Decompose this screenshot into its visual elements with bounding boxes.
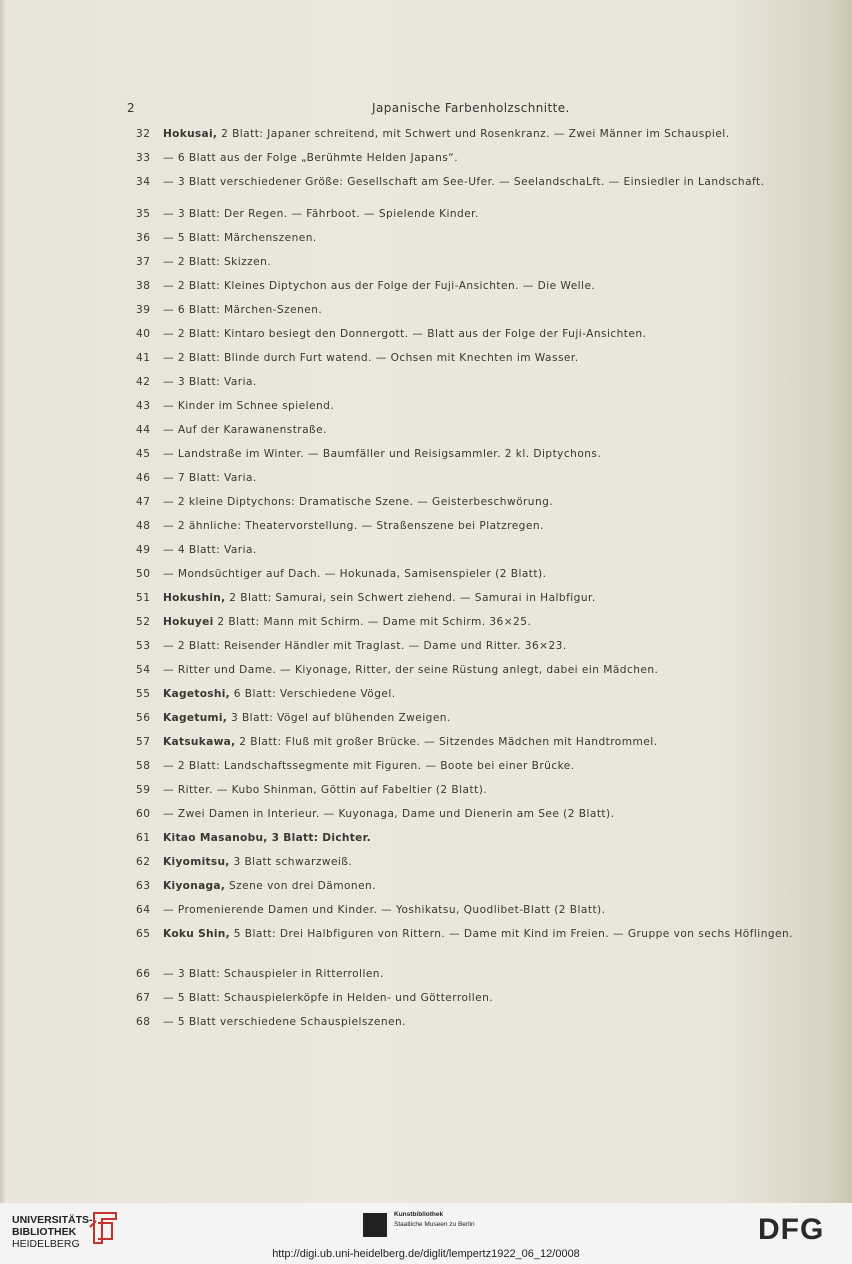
entry-description: Szene von drei Dämonen.: [225, 880, 377, 892]
entry-text: [163, 614, 793, 630]
entry-text: [163, 374, 793, 390]
entry-description: — 2 Blatt: Kintaro besiegt den Donnergott. — Blatt aus der Folge der Fuji-Ansichten.: [163, 328, 647, 340]
entry-number: 56: [136, 712, 151, 724]
entry-number: 44: [136, 424, 151, 436]
entry-number: 35: [136, 208, 151, 220]
entry-text: [163, 638, 793, 654]
entry-description: — 3 Blatt verschiedener Größe: Gesellschaft am See-Ufer. — SeelandschaLft. — Einsiedler in Landschaft.: [163, 176, 765, 188]
entry-text: [163, 470, 793, 486]
kunstbibliothek-logo[interactable]: [394, 1210, 475, 1230]
entry-number: 52: [136, 616, 151, 628]
entry-number: 38: [136, 280, 151, 292]
entry-number: 60: [136, 808, 151, 820]
entry-description: 3 Blatt: Vögel auf blühenden Zweigen.: [227, 712, 451, 724]
entry-description: 2 Blatt: Fluß mit großer Brücke. — Sitzendes Mädchen mit Handtrommel.: [235, 736, 658, 748]
entry-description: — 5 Blatt: Märchenszenen.: [163, 232, 317, 244]
entry-description: — Promenierende Damen und Kinder. — Yoshikatsu, Quodlibet-Blatt (2 Blatt).: [163, 904, 606, 916]
entry-artist: Hokuyei: [163, 616, 214, 628]
entry-number: 50: [136, 568, 151, 580]
entry-description: — 2 Blatt: Blinde durch Furt watend. — Ochsen mit Knechten im Wasser.: [163, 352, 579, 364]
entry-description: — 7 Blatt: Varia.: [163, 472, 257, 484]
entry-text: [163, 254, 793, 270]
entry-description: — Ritter und Dame. — Kiyonage, Ritter, der seine Rüstung anlegt, dabei ein Mädchen.: [163, 664, 659, 676]
entry-description: — 4 Blatt: Varia.: [163, 544, 257, 556]
entry-number: 59: [136, 784, 151, 796]
entry-description: — 2 kleine Diptychons: Dramatische Szene. — Geisterbeschwörung.: [163, 496, 554, 508]
entry-text: [163, 150, 793, 166]
entry-artist: Katsukawa,: [163, 736, 236, 748]
entry-description: — 3 Blatt: Der Regen. — Fährboot. — Spielende Kinder.: [163, 208, 479, 220]
entry-number: 57: [136, 736, 151, 748]
page-url[interactable]: [0, 1248, 852, 1260]
entry-artist: Kagetoshi,: [163, 688, 230, 700]
ub-logo-mark-icon: [86, 1209, 120, 1245]
entry-number: 43: [136, 400, 151, 412]
entry-description: — 6 Blatt aus der Folge „Berühmte Helden Japans“.: [163, 152, 459, 164]
entry-number: 45: [136, 448, 151, 460]
entry-number: 32: [136, 128, 151, 140]
ub-line-1: UNIVERSITÄTS-: [12, 1214, 93, 1226]
entry-number: 39: [136, 304, 151, 316]
entry-text: [163, 206, 793, 222]
page-url-text[interactable]: http://digi.ub.uni-heidelberg.de/diglit/lempertz1922_06_12/0008: [272, 1248, 580, 1260]
entry-description: — Landstraße im Winter. — Baumfäller und Reisigsammler. 2 kl. Diptychons.: [163, 448, 602, 460]
entry-number: 58: [136, 760, 151, 772]
entry-text: [163, 966, 793, 982]
entry-text: [163, 758, 793, 774]
entry-number: 53: [136, 640, 151, 652]
entry-text: [163, 518, 793, 534]
entry-text: [163, 686, 793, 702]
entry-description: — 2 Blatt: Skizzen.: [163, 256, 272, 268]
entry-text: [163, 446, 793, 462]
entry-number: 62: [136, 856, 151, 868]
entry-artist: Hokushin,: [163, 592, 226, 604]
entry-description: — 2 Blatt: Kleines Diptychon aus der Folge der Fuji-Ansichten. — Die Welle.: [163, 280, 596, 292]
entry-number: 41: [136, 352, 151, 364]
ub-line-3: HEIDELBERG: [12, 1238, 80, 1250]
entry-text: [163, 422, 793, 438]
entry-text: [163, 854, 793, 870]
entry-number: 67: [136, 992, 151, 1004]
entry-description: — Auf der Karawanenstraße.: [163, 424, 327, 436]
entry-number: 47: [136, 496, 151, 508]
entry-number: 61: [136, 832, 151, 844]
entry-number: 42: [136, 376, 151, 388]
entry-number: 64: [136, 904, 151, 916]
entry-description: — 3 Blatt: Schauspieler in Ritterrollen.: [163, 968, 384, 980]
entry-text: [163, 230, 793, 246]
running-head: [0, 101, 852, 117]
entry-number: 49: [136, 544, 151, 556]
kb-line-2: Staatliche Museen zu Berlin: [394, 1221, 475, 1228]
entry-number: 55: [136, 688, 151, 700]
entry-text: [163, 494, 793, 510]
entry-text: [163, 590, 793, 606]
entry-description: — 5 Blatt verschiedene Schauspielszenen.: [163, 1016, 406, 1028]
entry-text: [163, 278, 793, 294]
entry-description: 6 Blatt: Verschiedene Vögel.: [229, 688, 396, 700]
entry-text: [163, 878, 793, 894]
entry-text: [163, 830, 793, 846]
entry-number: 36: [136, 232, 151, 244]
entry-description: 5 Blatt: Drei Halbfiguren von Rittern. — Dame mit Kind im Freien. — Gruppe von sechs Höflingen.: [229, 928, 793, 940]
entry-text: [163, 126, 793, 142]
running-title: Japanische Farbenholzschnitte.: [372, 101, 570, 115]
entry-text: [163, 734, 793, 750]
kb-line-1: Kunstbibliothek: [394, 1211, 444, 1218]
entry-description: — 3 Blatt: Varia.: [163, 376, 257, 388]
entry-number: 65: [136, 928, 151, 940]
entry-text: [163, 302, 793, 318]
entry-number: 46: [136, 472, 151, 484]
entry-artist: Hokusai,: [163, 128, 218, 140]
entry-artist: Koku Shin,: [163, 928, 230, 940]
entry-description: 3 Blatt schwarzweiß.: [229, 856, 353, 868]
entry-text: [163, 398, 793, 414]
ub-line-2: BIBLIOTHEK: [12, 1226, 77, 1238]
entry-text: [163, 566, 793, 582]
entry-number: 68: [136, 1016, 151, 1028]
entry-description: — 5 Blatt: Schauspielerköpfe in Helden- und Götterrollen.: [163, 992, 494, 1004]
entry-artist: Kiyonaga,: [163, 880, 226, 892]
entry-description: — Ritter. — Kubo Shinman, Göttin auf Fabeltier (2 Blatt).: [163, 784, 488, 796]
entry-description: — 6 Blatt: Märchen-Szenen.: [163, 304, 323, 316]
entry-description: — 2 Blatt: Reisender Händler mit Traglast. — Dame und Ritter. 36×23.: [163, 640, 567, 652]
page-number: 2: [127, 101, 135, 115]
footer-bar: [0, 1203, 852, 1264]
ub-heidelberg-logo[interactable]: [12, 1214, 93, 1250]
entry-text: [163, 350, 793, 366]
entry-text: [163, 806, 793, 822]
entry-text: [163, 174, 793, 190]
entry-description: — Kinder im Schnee spielend.: [163, 400, 335, 412]
entry-number: 51: [136, 592, 151, 604]
entry-text: [163, 990, 793, 1006]
kunstbibliothek-logo-icon: [363, 1213, 387, 1237]
entry-artist: Kiyomitsu,: [163, 856, 230, 868]
entry-text: [163, 662, 793, 678]
entry-text: [163, 710, 793, 726]
entry-number: 37: [136, 256, 151, 268]
entry-description: — Mondsüchtiger auf Dach. — Hokunada, Samisenspieler (2 Blatt).: [163, 568, 547, 580]
entry-text: [163, 926, 793, 942]
entry-number: 40: [136, 328, 151, 340]
entry-text: [163, 902, 793, 918]
entry-number: 48: [136, 520, 151, 532]
dfg-logo[interactable]: DFG: [758, 1213, 825, 1246]
entry-text: [163, 542, 793, 558]
entry-description: — 2 Blatt: Landschaftssegmente mit Figuren. — Boote bei einer Brücke.: [163, 760, 575, 772]
entry-text: [163, 1014, 793, 1030]
entry-description: 2 Blatt: Mann mit Schirm. — Dame mit Schirm. 36×25.: [213, 616, 532, 628]
entry-description: — 2 ähnliche: Theatervorstellung. — Straßenszene bei Platzregen.: [163, 520, 544, 532]
entry-description: 2 Blatt: Japaner schreitend, mit Schwert und Rosenkranz. — Zwei Männer im Schauspiel.: [217, 128, 730, 140]
entry-description: 2 Blatt: Samurai, sein Schwert ziehend. — Samurai in Halbfigur.: [225, 592, 596, 604]
entry-number: 34: [136, 176, 151, 188]
entry-text: [163, 782, 793, 798]
entry-artist: Kagetumi,: [163, 712, 228, 724]
entry-number: 54: [136, 664, 151, 676]
entry-description: — Zwei Damen in Interieur. — Kuyonaga, Dame und Dienerin am See (2 Blatt).: [163, 808, 615, 820]
entry-number: 33: [136, 152, 151, 164]
entry-artist: Kitao Masanobu, 3 Blatt: Dichter.: [163, 832, 371, 844]
entry-number: 63: [136, 880, 151, 892]
entry-number: 66: [136, 968, 151, 980]
entry-text: [163, 326, 793, 342]
